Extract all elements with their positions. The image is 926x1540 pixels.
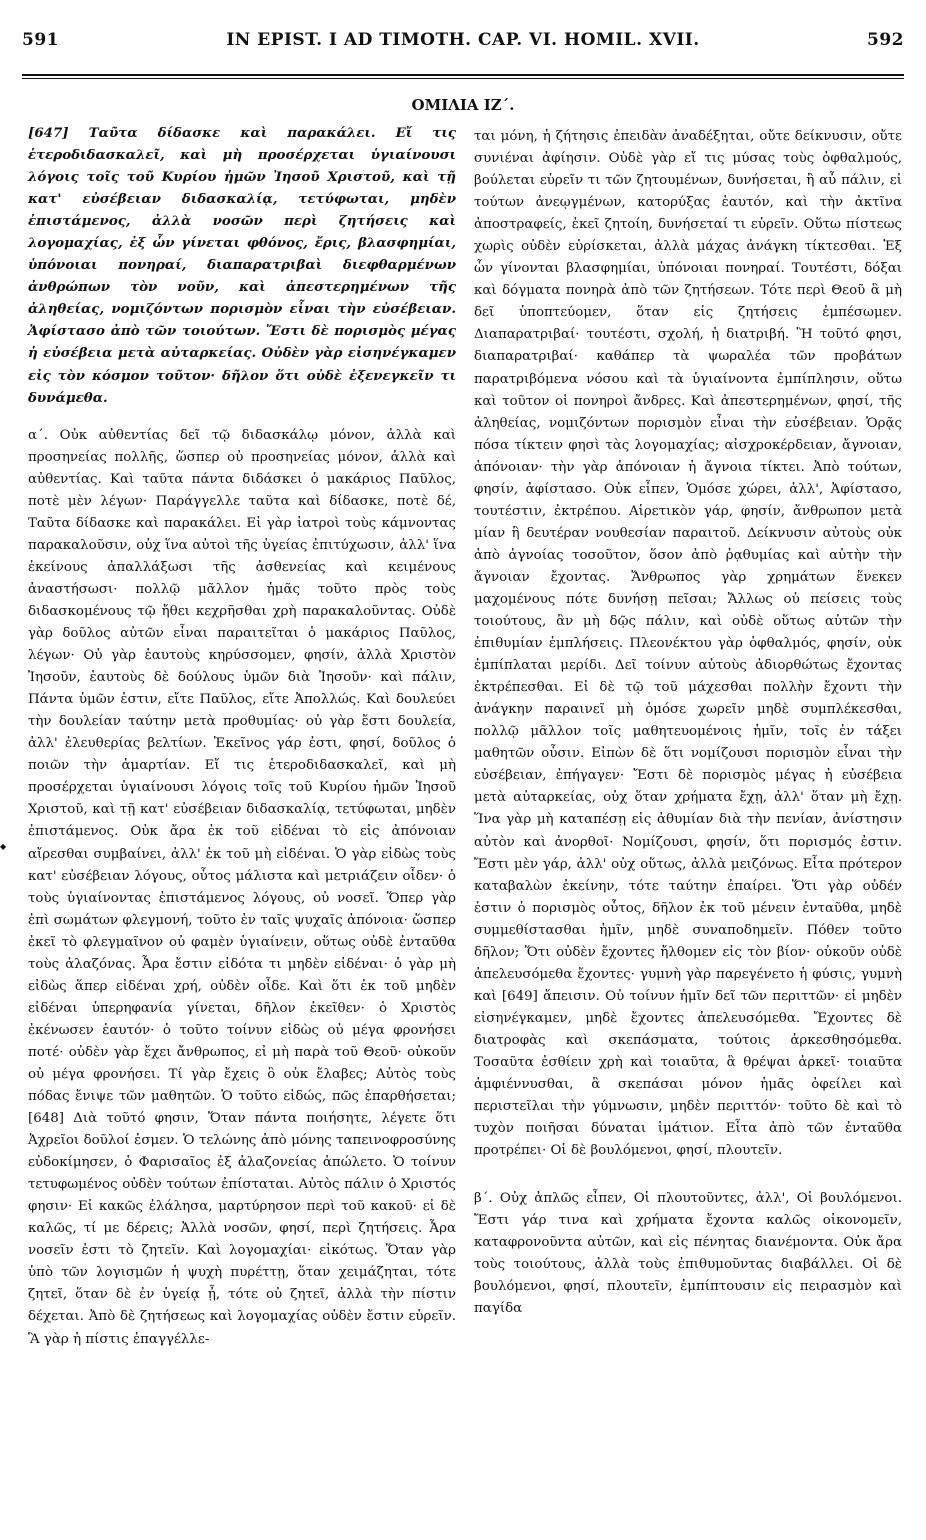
page-number-left: 591 — [22, 30, 59, 50]
left-column — [28, 122, 456, 1351]
homily-title: ΟΜΙΛΙΑ ΙΖ΄. — [411, 96, 515, 114]
scripture-lemma: [647] Ταῦτα δίδασκε καὶ παρακάλει. Εἴ τις ἑτεροδιδασκαλεῖ, καὶ μὴ προσέρχεται ὑγιαίνουσι λόγοις τοῖς τοῦ Κυρίου ἡμῶν Ἰησοῦ Χριστοῦ, καὶ τῇ κατ' εὐσέβειαν διδασκαλίᾳ, τετύφωται, μηδὲν ἐπιστάμενος, ἀλλὰ νοσῶν περὶ ζητήσεις καὶ λογομαχίας, ἐξ ὧν γίνεται φθόνος, ἔρις, βλασφημίαι, ὑπόνοιαι πονηραί, διαπαρατριβαὶ διεφθαρμένων ἀνθρώπων τὸν νοῦν, καὶ ἀπεστερημένων τῆς ἀληθείας, νομιζόντων πορισμὸν εἶναι τὴν εὐσέβειαν. Ἀφίστασο ἀπὸ τῶν τοιούτων. Ἔστι δὲ πορισμὸς μέγας ἡ εὐσέβεια μετὰ αὐταρκείας. Οὐδὲν γὰρ εἰσηνέγκαμεν εἰς τὸν κόσμον τοῦτον· δῆλον ὅτι οὐδὲ ἐξενεγκεῖν τι δυνάμεθα. — [28, 125, 456, 406]
header-rule-thin — [22, 78, 904, 79]
commentary-text-left: α΄. Οὐκ αὐθεντίας δεῖ τῷ διδασκάλῳ μόνον, ἀλλὰ καὶ προσηνείας πολλῆς, ὥσπερ οὐ προσηνείας μόνον, ἀλλὰ καὶ αὐθεντίας. Καὶ ταῦτα πάντα διδάσκει ὁ μακάριος Παῦλος, ποτὲ μὲν λέγων· Παράγγελλε ταῦτα καὶ δίδασκε, ποτὲ δέ, Ταῦτα δίδασκε καὶ παρακάλει. Εἰ γὰρ ἰατροὶ τοὺς κάμνοντας παρακαλοῦσιν, οὐχ ἵνα αὐτοὶ τῆς ὑγείας ἐπιτύχωσιν, ἀλλ' ἵνα ἐκείνους ἀπαλλάξωσι τῆς ἀσθενείας καὶ κειμένους ἀναστήσωσι· πολλῷ μᾶλλον ἡμᾶς τοῦτο πρὸς τοὺς διδασκομένους τῷ ἤθει κεχρῆσθαι χρὴ παρακαλοῦντας. Οὐδὲ γὰρ δοῦλος αὐτῶν εἶναι παραιτεῖται ὁ μακάριος Παῦλος, λέγων· Οὐ γὰρ ἑαυτοὺς κηρύσσομεν, φησίν, ἀλλὰ Χριστὸν Ἰησοῦν, ἑαυτοὺς δὲ δούλους ὑμῶν διὰ Ἰησοῦν· καὶ πάλιν, Πάντα ὑμῶν ἐστιν, εἴτε Παῦλος, εἴτε Ἀπολλώς. Καὶ δουλεύει τὴν δουλείαν ταύτην μετὰ προθυμίας· οὐ γὰρ ἔστι δουλεία, ἀλλ' ἐλευθερίας βελτίων. Ἐκεῖνος γάρ ἐστι, φησί, δοῦλος ὁ ποιῶν τὴν ἁμαρτίαν. Εἴ τις ἑτεροδιδασκαλεῖ, καὶ μὴ προσέρχεται ὑγιαίνουσι λόγοις τοῖς τοῦ Κυρίου ἡμῶν Ἰησοῦ Χριστοῦ, καὶ τῇ κατ' εὐσέβειαν διδασκαλίᾳ, τετύφωται, μηδὲν ἐπιστάμενος. Οὐκ ἄρα ἐκ τοῦ εἰδέναι τὸ εἰς ἀπόνοιαν αἴρεσθαι συμβαίνει, ἀλλ' ἐκ τοῦ μὴ εἰδέναι. Ὁ γὰρ εἰδὼς τοὺς κατ' εὐσέβειαν λόγους, οὗτος μάλιστα καὶ μετριάζειν οἶδεν· ὁ τοὺς ὑγιαίνοντας ἐπιστάμενος λόγους, οὐ νοσεῖ. Ὅπερ γὰρ ἐπὶ σωμάτων φλεγμονή, τοῦτο ἐν ταῖς ψυχαῖς ἀπόνοια· ὥσπερ ἐκεῖ τὸ φλεγμαῖνον οὐ φαμὲν ὑγιαίνειν, οὕτως οὐδὲ ἐνταῦθα τοὺς ἀλαζόνας. Ἆρα ἔστιν εἰδότα τι μηδὲν εἰδέναι· ὁ γὰρ μὴ εἰδὼς ἅπερ εἰδέναι χρή, οὐδὲν οἶδε. Καὶ ὅτι ἐκ τοῦ μηδὲν εἰδέναι ὑπερηφανία γίνεται, δῆλον ἐκεῖθεν· ὁ Χριστὸς ἐκένωσεν ἑαυτόν· ὁ τοῦτο τοίνυν εἰδὼς οὐ μέγα φρονήσει ποτέ· οὐδὲν γὰρ ἔχει ἄνθρωπος, εἰ μὴ παρὰ τοῦ Θεοῦ· οὐκοῦν οὐ μέγα φρονήσει. Τί γὰρ ἔχεις ὃ οὐκ ἔλαβες; Αὐτὸς τοὺς πόδας ἔνιψε τῶν μαθητῶν. Ὁ τοῦτο εἰδώς, πῶς ἐπαρθήσεται; [648] Διὰ τοῦτό φησιν, Ὅταν πάντα ποιήσητε, λέγετε ὅτι Ἀχρεῖοι δοῦλοί ἐσμεν. Ὁ τελώνης ἀπὸ μόνης ταπεινοφροσύνης εὐδοκίμησεν, ὁ Φαρισαῖος ἐξ ἀλαζονείας ἀπώλετο. Ὁ τοίνυν τετυφωμένος οὐδὲν τούτων ἐπίσταται. Αὐτὸς πάλιν ὁ Χριστός φησιν· Εἰ κακῶς ἐλάλησα, μαρτύρησον περὶ τοῦ κακοῦ· εἰ δὲ καλῶς, τί με δέρεις; Ἀλλὰ νοσῶν, φησί, περὶ ζητήσεις. Ἆρα νοσεῖν ἐστι τὸ ζητεῖν. Καὶ λογομαχίαι· εἰκότως. Ὅταν γὰρ ὑπὸ τῶν λογισμῶν ἡ ψυχὴ πυρέττῃ, ὅταν χειμάζηται, τότε ζητεῖ, ὅταν δὲ ἐν ὑγείᾳ ᾖ, τότε οὐ ζητεῖ, ἀλλὰ τὴν πίστιν δέχεται. Ἀπὸ δὲ ζητήσεως καὶ λογομαχίας οὐδὲν ἔστιν εὑρεῖν. Ἃ γὰρ ἡ πίστις ἐπαγγέλλε- — [28, 427, 456, 1347]
commentary-text-right: ται μόνη, ἡ ζήτησις ἐπειδὰν ἀναδέξηται, οὔτε δείκνυσιν, οὔτε συνιέναι ἀφίησιν. Οὐδὲ γὰρ εἴ τις μύσας τοὺς ὀφθαλμούς, βούλεται εὑρεῖν τι τῶν ζητουμένων, δυνήσεται, ἢ αὖ πάλιν, εἰ τούτων ἀνεῳγμένων, κατορύξας ἑαυτόν, καὶ τὴν ἀκτῖνα ἀποστραφείς, ἐκεῖ ζητοίη, δυνήσεταί τι εὑρεῖν. Οὕτω πίστεως χωρὶς οὐδὲν εὑρίσκεται, ἀλλὰ μάχας ἀνάγκη τίκτεσθαι. Ἐξ ὧν γίνονται βλασφημίαι, ὑπόνοιαι πονηραί. Τουτέστι, δόξαι καὶ δόγματα πονηρὰ ἀπὸ τῶν ζητήσεων. Τότε περὶ Θεοῦ ἃ μὴ δεῖ ὑποπτεύομεν, ὅταν εἰς ζητήσεις ἐμπέσωμεν. Διαπαρατριβαί· τουτέστι, σχολή, ἡ διατριβή. Ἢ τοῦτό φησι, διαπαρατριβαί· καθάπερ τὰ ψωραλέα τῶν προβάτων παρατριβόμενα νόσου καὶ τὰ ὑγιαίνοντα ἐμπίπλησιν, οὕτω καὶ τοῦτον οἱ πονηροὶ ἄνδρες. Καὶ ἀπεστερημένων, φησί, τῆς ἀληθείας, νομιζόντων πορισμὸν εἶναι τὴν εὐσέβειαν. Ὁρᾷς πόσα τίκτειν φησὶ τὰς λογομαχίας; αἰσχροκέρδειαν, ἄγνοιαν, ἀπόνοιαν· τὴν γὰρ ἀπόνοιαν ἡ ἄγνοια τίκτει. Ἀπὸ τούτων, φησίν, ἀφίστασο. Οὐκ εἶπεν, Ὁμόσε χώρει, ἀλλ', Ἀφίστασο, τουτέστιν, ἐκτρέπου. Αἱρετικὸν γάρ, φησίν, ἄνθρωπον μετὰ μίαν ἢ δευτέραν νουθεσίαν παραιτοῦ. Δείκνυσιν αὐτοὺς οὐκ ἀπὸ ἀγνοίας τοσοῦτον, ὅσον ἀπὸ ῥᾳθυμίας καὶ αὐτὴν τὴν ἄγνοιαν ἔχοντας. Ἄνθρωπος γὰρ χρημάτων ἕνεκεν μαχομένους πότε δυνήσῃ πεῖσαι; Ἄλλως οὐ πείσεις τοὺς τοιούτους, ἂν μὴ δῷς πάλιν, καὶ οὐδὲ οὕτως αὐτῶν τὴν ἐπιθυμίαν ἐμπλήσεις. Πλεονέκτου γὰρ ὀφθαλμός, φησίν, οὐκ ἐμπίπλαται μερίδι. Δεῖ τοίνυν αὐτοὺς ἀδιορθώτως ἔχοντας ἐκτρέπεσθαι. Εἰ δὲ τῷ τοῦ μάχεσθαι πολλὴν ἔχοντι τὴν ἀνάγκην παραινεῖ μὴ ὁμόσε χωρεῖν μηδὲ συμπλέκεσθαι, πολλῷ μᾶλλον τοῖς μαθητευομένοις ἡμῖν, τοῖς ἐν τάξει μαθητῶν οὖσιν. Εἰπὼν δὲ ὅτι νομίζουσι πορισμὸν εἶναι τὴν εὐσέβειαν, ἐπήγαγεν· Ἔστι δὲ πορισμὸς μέγας ἡ εὐσέβεια μετὰ αὐταρκείας, οὐχ ὅταν χρήματα ἔχῃ, ἀλλ' ὅταν μὴ ἔχῃ. Ἵνα γὰρ μὴ καταπέσῃ εἰς ἀθυμίαν διὰ τὴν πενίαν, ἀνίστησιν αὐτὸν καὶ ἀνορθοῖ· Νομίζουσι, φησίν, ὅτι πορισμός ἐστιν. Ἔστι μὲν γάρ, ἀλλ' οὐχ οὕτως, ἀλλὰ μειζόνως. Εἶτα πρότερον καταβαλὼν ἐκείνην, τότε ταύτην ἐπαίρει. Ὅτι γὰρ οὐδέν ἐστιν ὁ πορισμὸς οὗτος, δῆλον ἐκ τοῦ μένειν ἐνταῦθα, μηδὲ συμμεθίστασθαι ἡμῖν, μηδὲ συναποδημεῖν. Πόθεν τοῦτο δῆλον; Ὅτι οὐδὲν ἔχοντες ἤλθομεν εἰς τὸν βίον· οὐκοῦν οὐδὲ ἀπελευσόμεθα ἔχοντες· γυμνὴ γὰρ παρεγένετο ἡ φύσις, γυμνὴ καὶ [649] ἄπεισιν. Οὐ τοίνυν ἡμῖν δεῖ τῶν περιττῶν· εἰ μηδὲν εἰσηνέγκαμεν, μηδὲ ἔχοντες ἀπελευσόμεθα. Ἔχοντες δὲ διατροφὰς καὶ σκεπάσματα, τούτοις ἀρκεσθησόμεθα. Τοσαῦτα ἐσθίειν χρὴ καὶ τοιαῦτα, ἃ θρέψαι ἀρκεῖ· τοιαῦτα ἀμφιέννυσθαι, ἃ σκεπάσαι μόνον ἡμᾶς ὀφείλει καὶ περιστεῖλαι τὴν γύμνωσιν, μηδὲν περιττόν· τοῦτο δὲ καὶ τὸ τυχὸν ποιῆσαι δύναται ἱμάτιον. Εἶτα ἀπὸ τῶν ἐνταῦθα προτρέπει· Οἱ δὲ βουλόμενοι, φησί, πλουτεῖν. — [474, 129, 902, 1159]
running-title: IN EPIST. I AD TIMOTH. CAP. VI. HOMIL. XVII. — [226, 30, 700, 50]
running-header — [22, 30, 904, 56]
right-column — [474, 126, 902, 1320]
margin-mark-icon: ◆ — [0, 842, 7, 851]
header-rule-thick — [22, 74, 904, 76]
page-number-right: 592 — [867, 30, 904, 50]
section-two-text: β΄. Οὐχ ἁπλῶς εἶπεν, Οἱ πλουτοῦντες, ἀλλ', Οἱ βουλόμενοι. Ἔστι γάρ τινα καὶ χρήματα ἔχοντα καλῶς οἰκονομεῖν, καταφρονοῦντα αὐτῶν, καὶ εἰς πένητας διανέμοντα. Οὐκ ἄρα τοὺς τοιούτους, ἀλλὰ τοὺς ἐπιθυμοῦντας διαβάλλει. Οἱ δὲ βουλόμενοι, φησί, πλουτεῖν, ἐμπίπτουσιν εἰς πειρασμὸν καὶ παγίδα — [474, 1191, 902, 1317]
